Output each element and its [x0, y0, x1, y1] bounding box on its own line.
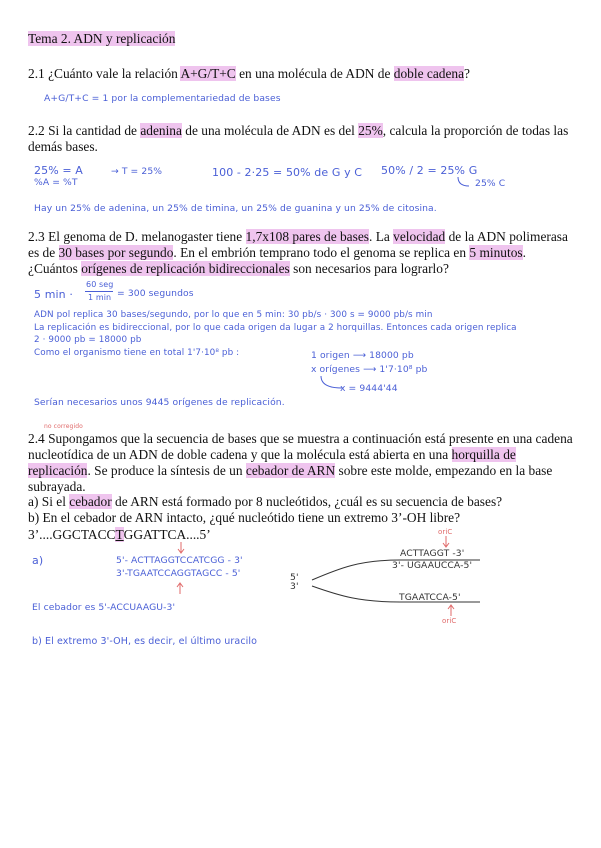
q4-strand-1: 5'- ACTTAGGTCCATCGG - 3' — [116, 555, 243, 566]
q3-text-5: . ¿Cuántos — [28, 245, 526, 276]
q3-text-4: . En el embrión temprano todo el genoma se replica en — [173, 245, 470, 260]
q4-ans-a: El cebador es 5'-ACCUAAGU-3' — [32, 602, 176, 613]
fork-top-primer: 3'- UGAAUCCA-5' — [392, 560, 473, 571]
q2-answer-3: → T = 25% — [111, 166, 163, 177]
q4-part-b: b) En el cebador de ARN intacto, ¿qué nucleótido tiene un extremo 3’-OH libre? — [28, 510, 461, 525]
q4-sequence — [28, 527, 211, 543]
q2-highlight-adenine: adenina — [140, 123, 182, 138]
q4-down-arrow — [176, 542, 186, 556]
fork-top-strand: ACTTAGGT -3' — [400, 548, 465, 559]
fork-bottom-strand: TGAATCCA-5' — [399, 592, 461, 603]
fork-ori-bottom: oriC — [442, 617, 457, 625]
q2-text: 2.2 Si la cantidad de — [28, 123, 141, 138]
question-2-4 — [28, 431, 573, 495]
q1-answer: A+G/T+C = 1 por la complementariedad de bases — [44, 93, 281, 104]
q2-answer-1: 25% = A — [34, 164, 83, 177]
q3-highlight-velocity: velocidad — [393, 229, 446, 244]
q4-text-3: sobre este molde, empezando en la base subrayada. — [28, 463, 553, 494]
q4-ans-a-label: a) — [32, 554, 44, 567]
q3-answer-4: 2 · 9000 pb = 18000 pb — [34, 335, 142, 345]
q3-text: 2.3 El genoma de D. melanogaster tiene — [28, 229, 246, 244]
q3-answer-9: Serían necesarios unos 9445 orígenes de replicación. — [34, 397, 285, 408]
q3-fraction-line — [85, 291, 113, 292]
q4-seq-start: 3’....GGCTACC — [28, 527, 116, 542]
q3-highlight-minutes: 5 minutos — [469, 245, 523, 260]
q2-answer-4: 100 - 2·25 = 50% de G y C — [212, 166, 363, 179]
q1-text: 2.1 ¿Cuánto vale la relación — [28, 66, 181, 81]
q4-part-a-text: a) Si el — [28, 494, 70, 509]
q3-highlight-origins: orígenes de replicación bidireccionales — [81, 261, 290, 276]
question-2-1 — [28, 66, 573, 82]
q3-answer-5: Como el organismo tiene en total 1'7·10⁸ pb : — [34, 348, 240, 358]
q2-text-3: , calcula la proporción de todas las demás bases. — [28, 123, 569, 154]
q3-fraction-den: 1 min — [88, 293, 112, 302]
q2-text-2: de una molécula de ADN es del — [181, 123, 359, 138]
title-text: Tema 2. ADN y replicación — [28, 31, 176, 46]
q4-part-a-text-2: de ARN está formado por 8 nucleótidos, ¿cuál es su secuencia de bases? — [111, 494, 503, 509]
fork-3-prime: 3' — [290, 581, 299, 592]
fork-ori-top-arrow — [441, 535, 451, 549]
q3-fraction-num: 60 seg — [86, 280, 114, 289]
q3-highlight-genome: 1,7x108 pares de bases — [245, 229, 369, 244]
q3-text-2: . La — [369, 229, 394, 244]
q2-answer-5: 50% / 2 = 25% G — [381, 164, 478, 177]
q1-text-2: en una molécula de ADN de — [235, 66, 394, 81]
q3-text-6: son necesarios para lograrlo? — [289, 261, 449, 276]
fork-ori-top: oriC — [438, 528, 453, 536]
q3-answer-6: 1 origen ⟶ 18000 pb — [311, 350, 414, 361]
question-2-3 — [28, 229, 573, 277]
q3-answer-1b: = 300 segundos — [117, 288, 194, 299]
q2-answer-6: 25% C — [475, 178, 506, 189]
fork-ori-bottom-arrow — [446, 603, 456, 617]
q3-highlight-rate: 30 bases por segundo — [58, 245, 174, 260]
q4-ans-b: b) El extremo 3'-OH, es decir, el último uracilo — [32, 636, 258, 647]
q4-part-a — [28, 494, 502, 510]
q1-highlight-double: doble cadena — [393, 66, 465, 81]
q2-answer-2: %A = %T — [34, 177, 78, 188]
q4-highlight-primer: cebador de ARN — [245, 463, 336, 478]
q2-highlight-percent: 25% — [358, 123, 383, 138]
q4-highlight-fork: horquilla de replicación — [28, 447, 516, 478]
q3-answer-8: x = 9444'44 — [340, 383, 398, 394]
fork-5-prime: 5' — [290, 572, 299, 583]
q4-highlight-cebador: cebador — [69, 494, 112, 509]
q4-text: 2.4 Supongamos que la secuencia de bases que se muestra a continuación está presente en una cadena nucleotídica de un ADN de doble cadena y que la molécula está abierta en una — [28, 431, 573, 462]
q4-seq-underlined-base: T — [115, 527, 124, 542]
q2-answer-7: Hay un 25% de adenina, un 25% de timina, un 25% de guanina y un 25% de citosina. — [34, 203, 437, 214]
q3-answer-2: ADN pol replica 30 bases/segundo, por lo que en 5 min: 30 pb/s · 300 s = 9000 pb/s min — [34, 310, 433, 320]
q3-answer-1: 5 min · — [34, 288, 73, 301]
q3-text-3: de la ADN polimerasa es de — [28, 229, 568, 260]
q4-note: no corregido — [44, 423, 83, 430]
page-title — [28, 31, 175, 47]
q4-seq-end: GGATTCA....5’ — [123, 527, 211, 542]
q1-text-3: ? — [464, 66, 470, 81]
q1-highlight-ratio: A+G/T+C — [180, 66, 236, 81]
q4-strand-2: 3'-TGAATCCAGGTAGCC - 5' — [116, 568, 241, 579]
q4-text-2: . Se produce la síntesis de un — [87, 463, 246, 478]
q2-arrow — [455, 177, 475, 191]
question-2-2 — [28, 123, 573, 155]
q4-up-arrow — [175, 581, 185, 595]
q3-answer-7: x orígenes ⟶ 1'7·10⁸ pb — [311, 364, 428, 375]
q3-answer-3: La replicación es bidireccional, por lo que cada origen da lugar a 2 horquillas. Entonces cada origen replica — [34, 323, 517, 333]
